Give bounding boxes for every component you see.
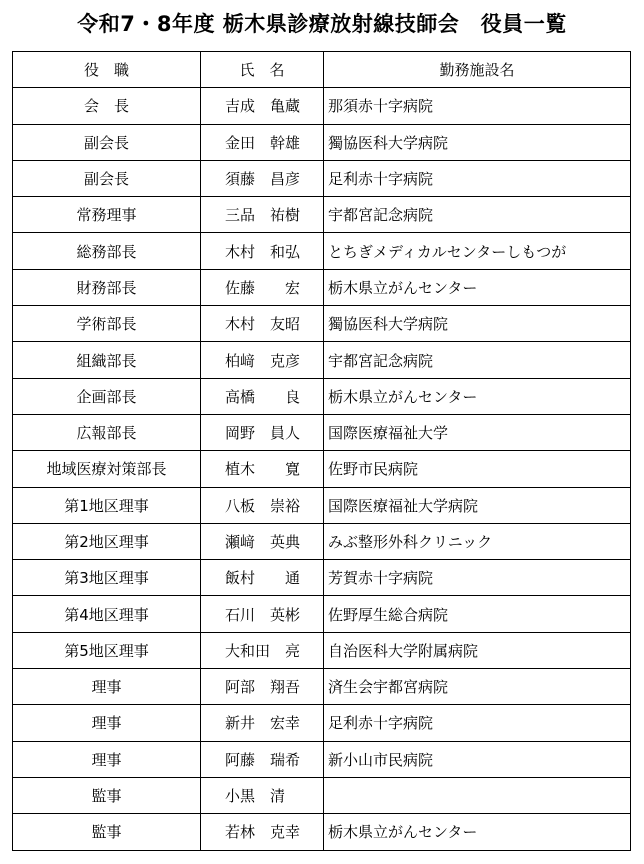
role-cell: 組織部長 xyxy=(13,342,201,378)
facility-cell: とちぎメディカルセンターしもつが xyxy=(324,233,631,269)
name-cell: 木村 和弘 xyxy=(201,233,324,269)
facility-cell: 那須赤十字病院 xyxy=(324,88,631,124)
role-cell: 常務理事 xyxy=(13,197,201,233)
name-cell: 金田 幹雄 xyxy=(201,124,324,160)
table-row xyxy=(13,560,631,596)
facility-cell: 宇都宮記念病院 xyxy=(324,197,631,233)
facility-cell: 国際医療福祉大学病院 xyxy=(324,487,631,523)
header-name: 氏 名 xyxy=(201,52,324,88)
table-row xyxy=(13,414,631,450)
role-cell: 企画部長 xyxy=(13,378,201,414)
table-row xyxy=(13,523,631,559)
role-cell: 第5地区理事 xyxy=(13,632,201,668)
name-cell: 木村 友昭 xyxy=(201,306,324,342)
role-cell: 第4地区理事 xyxy=(13,596,201,632)
facility-cell: 足利赤十字病院 xyxy=(324,705,631,741)
name-cell: 小黒 清 xyxy=(201,777,324,813)
table-row xyxy=(13,814,631,850)
table-row xyxy=(13,378,631,414)
table-row xyxy=(13,233,631,269)
role-cell: 広報部長 xyxy=(13,414,201,450)
table-row xyxy=(13,596,631,632)
facility-cell: 芳賀赤十字病院 xyxy=(324,560,631,596)
facility-cell: 宇都宮記念病院 xyxy=(324,342,631,378)
facility-cell: 獨協医科大学病院 xyxy=(324,306,631,342)
role-cell: 副会長 xyxy=(13,124,201,160)
table-row xyxy=(13,487,631,523)
header-role: 役 職 xyxy=(13,52,201,88)
name-cell: 高橋 良 xyxy=(201,378,324,414)
role-cell: 地域医療対策部長 xyxy=(13,451,201,487)
name-cell: 佐藤 宏 xyxy=(201,269,324,305)
facility-cell: 栃木県立がんセンター xyxy=(324,814,631,850)
facility-cell: 国際医療福祉大学 xyxy=(324,414,631,450)
name-cell: 石川 英彬 xyxy=(201,596,324,632)
table-row xyxy=(13,342,631,378)
officers-table xyxy=(12,51,631,851)
facility-cell: 足利赤十字病院 xyxy=(324,160,631,196)
table-row xyxy=(13,632,631,668)
table-row xyxy=(13,777,631,813)
table-row xyxy=(13,741,631,777)
role-cell: 理事 xyxy=(13,669,201,705)
name-cell: 阿部 翔吾 xyxy=(201,669,324,705)
name-cell: 岡野 員人 xyxy=(201,414,324,450)
table-row xyxy=(13,306,631,342)
table-row xyxy=(13,451,631,487)
table-row xyxy=(13,88,631,124)
name-cell: 須藤 昌彦 xyxy=(201,160,324,196)
name-cell: 飯村 通 xyxy=(201,560,324,596)
role-cell: 第1地区理事 xyxy=(13,487,201,523)
facility-cell: みぶ整形外科クリニック xyxy=(324,523,631,559)
role-cell: 学術部長 xyxy=(13,306,201,342)
facility-cell: 佐野市民病院 xyxy=(324,451,631,487)
page-title: 令和7・8年度 栃木県診療放射線技師会 役員一覧 xyxy=(77,12,567,36)
table-row xyxy=(13,197,631,233)
name-cell: 瀬﨑 英典 xyxy=(201,523,324,559)
name-cell: 阿藤 瑞希 xyxy=(201,741,324,777)
table-row xyxy=(13,269,631,305)
facility-cell xyxy=(324,777,631,813)
facility-cell: 自治医科大学附属病院 xyxy=(324,632,631,668)
facility-cell: 済生会宇都宮病院 xyxy=(324,669,631,705)
table-row xyxy=(13,124,631,160)
facility-cell: 新小山市民病院 xyxy=(324,741,631,777)
name-cell: 吉成 亀蔵 xyxy=(201,88,324,124)
table-row xyxy=(13,160,631,196)
facility-cell: 佐野厚生総合病院 xyxy=(324,596,631,632)
name-cell: 若林 克幸 xyxy=(201,814,324,850)
table-header-row xyxy=(13,52,631,88)
name-cell: 大和田 亮 xyxy=(201,632,324,668)
table-row xyxy=(13,669,631,705)
role-cell: 第3地区理事 xyxy=(13,560,201,596)
role-cell: 監事 xyxy=(13,814,201,850)
role-cell: 総務部長 xyxy=(13,233,201,269)
table-body xyxy=(13,88,631,850)
name-cell: 新井 宏幸 xyxy=(201,705,324,741)
header-facility: 勤務施設名 xyxy=(324,52,631,88)
table-row xyxy=(13,705,631,741)
role-cell: 理事 xyxy=(13,705,201,741)
name-cell: 三品 祐樹 xyxy=(201,197,324,233)
facility-cell: 栃木県立がんセンター xyxy=(324,378,631,414)
name-cell: 植木 寛 xyxy=(201,451,324,487)
role-cell: 第2地区理事 xyxy=(13,523,201,559)
role-cell: 副会長 xyxy=(13,160,201,196)
role-cell: 会 長 xyxy=(13,88,201,124)
name-cell: 柏﨑 克彦 xyxy=(201,342,324,378)
role-cell: 財務部長 xyxy=(13,269,201,305)
name-cell: 八板 崇裕 xyxy=(201,487,324,523)
role-cell: 理事 xyxy=(13,741,201,777)
facility-cell: 獨協医科大学病院 xyxy=(324,124,631,160)
role-cell: 監事 xyxy=(13,777,201,813)
facility-cell: 栃木県立がんセンター xyxy=(324,269,631,305)
